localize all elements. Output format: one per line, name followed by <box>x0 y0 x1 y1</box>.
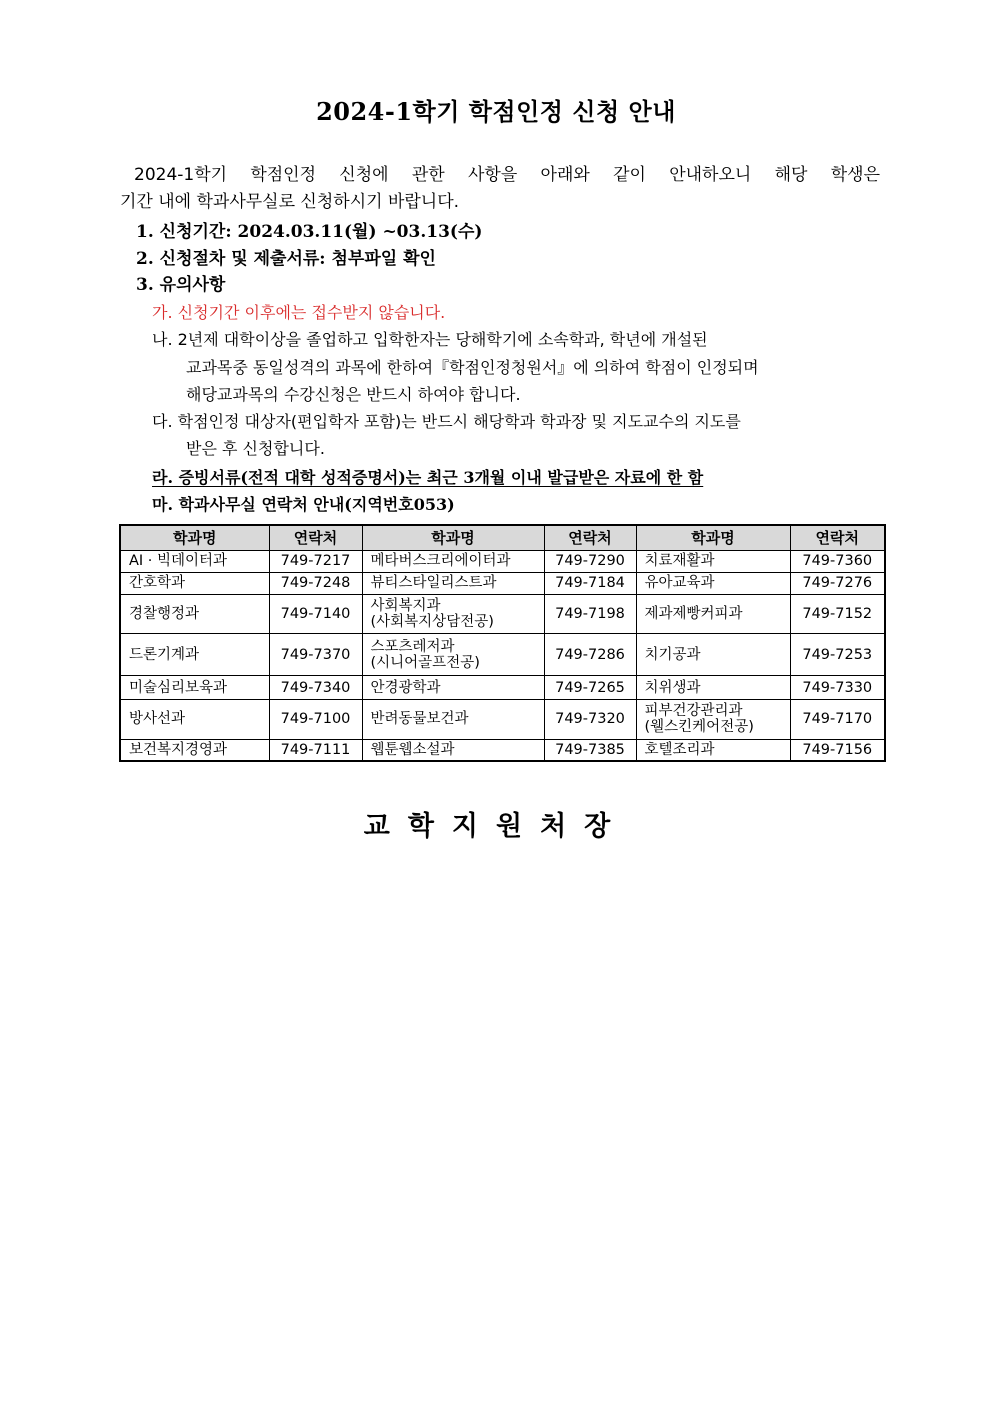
intro-line-2: 기간 내에 학과사무실로 신청하시기 바랍니다. <box>120 192 460 212</box>
dept-name-cell <box>362 676 544 700</box>
dept-name-line: 메타버스크리에이터과 <box>370 553 511 570</box>
dept-name-line: 치위생과 <box>644 679 701 696</box>
contact-number-cell: 749-7156 <box>790 739 885 761</box>
contact-number-cell: 749-7100 <box>269 700 362 739</box>
dept-name-line: 뷰티스타일리스트과 <box>370 575 497 592</box>
dept-name-line: 미술심리보육과 <box>129 679 228 696</box>
table-header-row <box>120 525 885 551</box>
dept-name-line: 호텔조리과 <box>644 741 715 758</box>
issuer-signature: 교학지원처장 <box>363 811 629 842</box>
contact-number-cell: 749-7290 <box>544 551 636 573</box>
table-row <box>120 676 885 700</box>
dept-name-line: 치기공과 <box>644 646 701 663</box>
dept-name-line: AI · 빅데이터과 <box>129 553 228 570</box>
dept-name-cell <box>120 676 269 700</box>
note-ma: 마. 학과사무실 연락처 안내(지역번호053) <box>152 495 455 514</box>
contact-number-cell: 749-7111 <box>269 739 362 761</box>
dept-name-line: (시니어골프전공) <box>370 654 480 671</box>
dept-name-cell <box>636 676 790 700</box>
note-ga: 가. 신청기간 이후에는 접수받지 않습니다. <box>152 303 446 322</box>
table-row <box>120 551 885 573</box>
dept-name-cell <box>636 700 790 739</box>
department-contacts-table <box>119 524 886 762</box>
contact-number-cell: 749-7152 <box>790 594 885 633</box>
contact-number-cell: 749-7385 <box>544 739 636 761</box>
dept-name-line: 방사선과 <box>129 711 186 728</box>
note-na-line-3: 해당교과목의 수강신청은 반드시 하여야 합니다. <box>186 385 521 404</box>
dept-name-cell <box>636 633 790 676</box>
header-dept-name: 학과명 <box>636 525 790 551</box>
dept-name-line: 피부건강관리과 <box>644 703 743 720</box>
contact-number-cell: 749-7276 <box>790 572 885 594</box>
table-body <box>120 551 885 762</box>
contact-number-cell: 749-7198 <box>544 594 636 633</box>
contact-number-cell: 749-7330 <box>790 676 885 700</box>
intro-paragraph <box>120 162 880 216</box>
table-row <box>120 594 885 633</box>
dept-name-line: 제과제빵커피과 <box>644 605 743 622</box>
contact-number-cell: 749-7184 <box>544 572 636 594</box>
contact-number-cell: 749-7253 <box>790 633 885 676</box>
dept-name-line: 사회복지과 <box>370 597 441 614</box>
dept-name-line: 유아교육과 <box>644 575 715 592</box>
contact-number-cell: 749-7170 <box>790 700 885 739</box>
dept-name-line: 스포츠레저과 <box>370 638 455 655</box>
dept-name-cell <box>120 633 269 676</box>
contact-number-cell: 749-7370 <box>269 633 362 676</box>
dept-name-cell <box>362 633 544 676</box>
contact-number-cell: 749-7217 <box>269 551 362 573</box>
dept-name-cell <box>120 594 269 633</box>
dept-name-line: 드론기계과 <box>129 646 200 663</box>
dept-name-line: 보건복지경영과 <box>129 741 228 758</box>
note-da-line-1: 다. 학점인정 대상자(편입학자 포함)는 반드시 해당학과 학과장 및 지도교수의 지도를 <box>152 412 741 431</box>
dept-name-line: 웹툰웹소설과 <box>370 741 455 758</box>
dept-name-cell <box>362 572 544 594</box>
dept-name-line: 간호학과 <box>129 575 186 592</box>
dept-name-line: (웰스킨케어전공) <box>644 719 754 736</box>
note-da-line-2: 받은 후 신청합니다. <box>186 439 325 458</box>
dept-name-line: 반려동물보건과 <box>370 711 469 728</box>
item-notes-heading: 3. 유의사항 <box>136 275 226 295</box>
dept-name-cell <box>120 572 269 594</box>
table-row <box>120 700 885 739</box>
item-application-period: 1. 신청기간: 2024.03.11(월) ~03.13(수) <box>136 222 483 242</box>
dept-name-cell <box>362 594 544 633</box>
dept-name-cell <box>636 739 790 761</box>
contact-number-cell: 749-7360 <box>790 551 885 573</box>
dept-name-cell <box>362 700 544 739</box>
dept-name-line: (사회복지상담전공) <box>370 613 494 630</box>
dept-name-cell <box>636 572 790 594</box>
dept-name-cell <box>362 739 544 761</box>
dept-name-cell <box>636 594 790 633</box>
page-title: 2024-1학기 학점인정 신청 안내 <box>316 97 676 126</box>
note-ra: 라. 증빙서류(전적 대학 성적증명서)는 최근 3개월 이내 발급받은 자료에 한 함 <box>152 468 704 487</box>
contact-number-cell: 749-7140 <box>269 594 362 633</box>
dept-name-line: 치료재활과 <box>644 553 715 570</box>
header-contact: 연락처 <box>544 525 636 551</box>
dept-name-line: 안경광학과 <box>370 679 441 696</box>
dept-name-cell <box>636 551 790 573</box>
dept-name-cell <box>120 551 269 573</box>
contact-number-cell: 749-7248 <box>269 572 362 594</box>
dept-name-cell <box>120 739 269 761</box>
table-row <box>120 633 885 676</box>
dept-name-cell <box>362 551 544 573</box>
table-row <box>120 572 885 594</box>
note-na-line-2: 교과목중 동일성격의 과목에 한하여『학점인정청원서』에 의하여 학점이 인정되며 <box>186 358 759 377</box>
intro-line-1: 2024-1학기 학점인정 신청에 관한 사항을 아래와 같이 안내하오니 해당 학생은 <box>134 165 880 185</box>
header-dept-name: 학과명 <box>362 525 544 551</box>
dept-name-cell <box>120 700 269 739</box>
table-row <box>120 739 885 761</box>
item-procedure-documents: 2. 신청절차 및 제출서류: 첨부파일 확인 <box>136 249 436 269</box>
header-contact: 연락처 <box>269 525 362 551</box>
contact-number-cell: 749-7320 <box>544 700 636 739</box>
contact-number-cell: 749-7265 <box>544 676 636 700</box>
contact-number-cell: 749-7286 <box>544 633 636 676</box>
note-na-line-1: 나. 2년제 대학이상을 졸업하고 입학한자는 당해학기에 소속학과, 학년에 개설된 <box>152 330 708 349</box>
header-contact: 연락처 <box>790 525 885 551</box>
contact-number-cell: 749-7340 <box>269 676 362 700</box>
dept-name-line: 경찰행정과 <box>129 605 200 622</box>
header-dept-name: 학과명 <box>120 525 269 551</box>
